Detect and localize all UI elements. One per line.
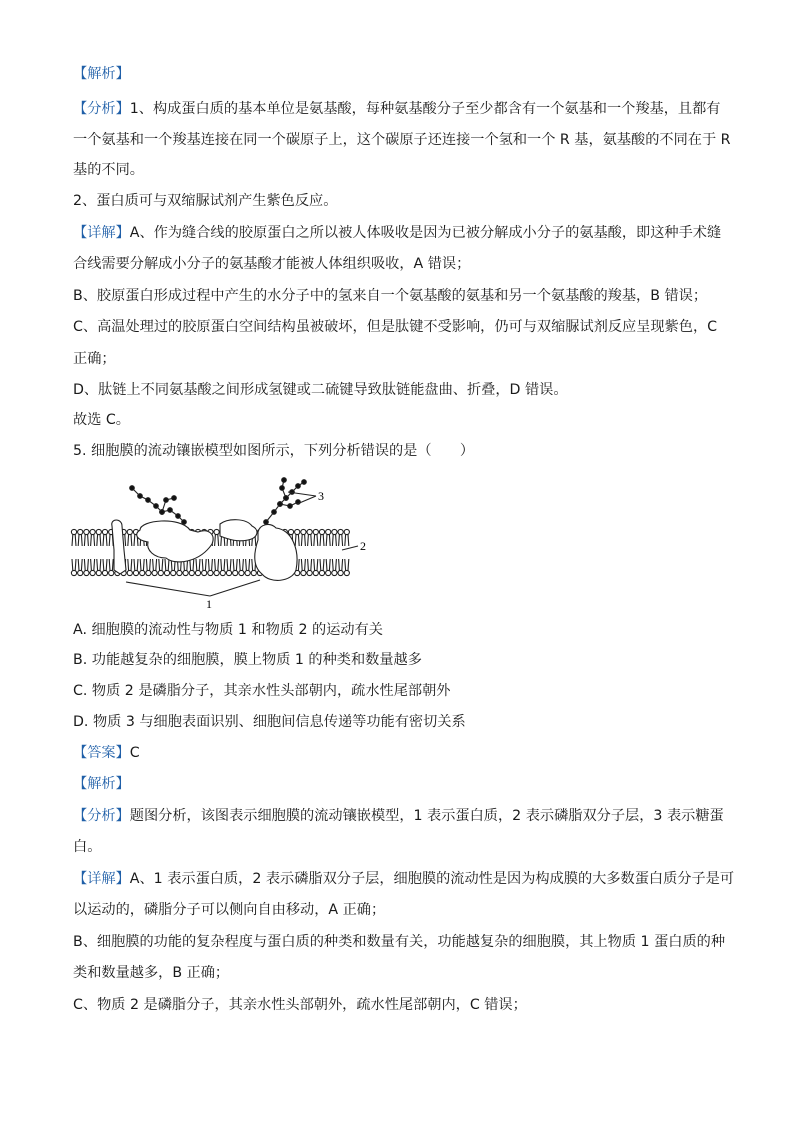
text-line: 一个氨基和一个羧基连接在同一个碳原子上，这个碳原子还连接一个氢和一个 R 基，氨基酸的不同在于 R bbox=[73, 132, 731, 148]
text-line: 【详解】A、作为缝合线的胶原蛋白之所以被人体吸收是因为已被分解成小分子的氨基酸，即这种手术缝 bbox=[73, 225, 722, 241]
membrane-figure bbox=[70, 470, 380, 610]
answer-line: 【答案】C bbox=[73, 745, 140, 761]
text-line: 【分析】1、构成蛋白质的基本单位是氨基酸，每种氨基酸分子至少都含有一个氨基和一个羧基，且都有 bbox=[73, 101, 721, 117]
protein-right bbox=[255, 525, 297, 581]
text-line: C、高温处理过的胶原蛋白空间结构虽被破坏，但是肽键不受影响，仍可与双缩脲试剂反应呈现紫色，C bbox=[73, 319, 718, 335]
text-line: C、物质 2 是磷脂分子，其亲水性头部朝外，疏水性尾部朝内，C 错误； bbox=[73, 997, 527, 1013]
label-2: 2 bbox=[360, 539, 366, 553]
option-d: D. 物质 3 与细胞表面识别、细胞间信息传递等功能有密切关系 bbox=[73, 714, 466, 730]
analysis-heading: 【解析】 bbox=[73, 66, 130, 82]
text-line: 【分析】题图分析，该图表示细胞膜的流动镶嵌模型，1 表示蛋白质，2 表示磷脂双分子层，3 表示糖蛋 bbox=[73, 808, 724, 824]
text-line: 故选 C。 bbox=[73, 412, 130, 428]
analysis-heading: 【解析】 bbox=[73, 776, 130, 792]
label-3: 3 bbox=[318, 489, 324, 503]
text-line: 【详解】A、1 表示蛋白质，2 表示磷脂双分子层，细胞膜的流动性是因为构成膜的大多数蛋白质分子是可 bbox=[73, 871, 735, 887]
sugar-chain-right bbox=[264, 478, 307, 525]
sugar-chain-left bbox=[130, 486, 187, 525]
text-line: 合线需要分解成小分子的氨基酸才能被人体组织吸收，A 错误； bbox=[73, 256, 471, 272]
option-a: A. 细胞膜的流动性与物质 1 和物质 2 的运动有关 bbox=[73, 622, 383, 638]
text-line: 正确； bbox=[73, 351, 116, 367]
text-line: 白。 bbox=[73, 839, 102, 855]
text-line: 2、蛋白质可与双缩脲试剂产生紫色反应。 bbox=[73, 193, 338, 209]
protein-middle bbox=[137, 521, 213, 562]
question-stem: 5. 细胞膜的流动镶嵌模型如图所示，下列分析错误的是（ ） bbox=[73, 443, 475, 459]
option-b: B. 功能越复杂的细胞膜，膜上物质 1 的种类和数量越多 bbox=[73, 652, 422, 668]
protein-surface bbox=[220, 520, 257, 541]
text-line: D、肽链上不同氨基酸之间形成氢键或二硫键导致肽链能盘曲、折叠，D 错误。 bbox=[73, 382, 568, 398]
text-line: B、细胞膜的功能的复杂程度与蛋白质的种类和数量有关，功能越复杂的细胞膜，其上物质 1 蛋白质的种 bbox=[73, 934, 726, 950]
protein-left bbox=[112, 520, 126, 574]
text-line: 类和数量越多，B 正确； bbox=[73, 965, 230, 981]
option-c: C. 物质 2 是磷脂分子，其亲水性头部朝内，疏水性尾部朝外 bbox=[73, 683, 451, 699]
text-line: B、胶原蛋白形成过程中产生的水分子中的氢来自一个氨基酸的氨基和另一个氨基酸的羧基，B 错误； bbox=[73, 288, 708, 304]
phospholipid-lower-layer bbox=[71, 559, 349, 576]
text-line: 基的不同。 bbox=[73, 162, 144, 178]
text-line: 以运动的，磷脂分子可以侧向自由移动，A 正确； bbox=[73, 902, 386, 918]
label-1: 1 bbox=[206, 597, 212, 610]
